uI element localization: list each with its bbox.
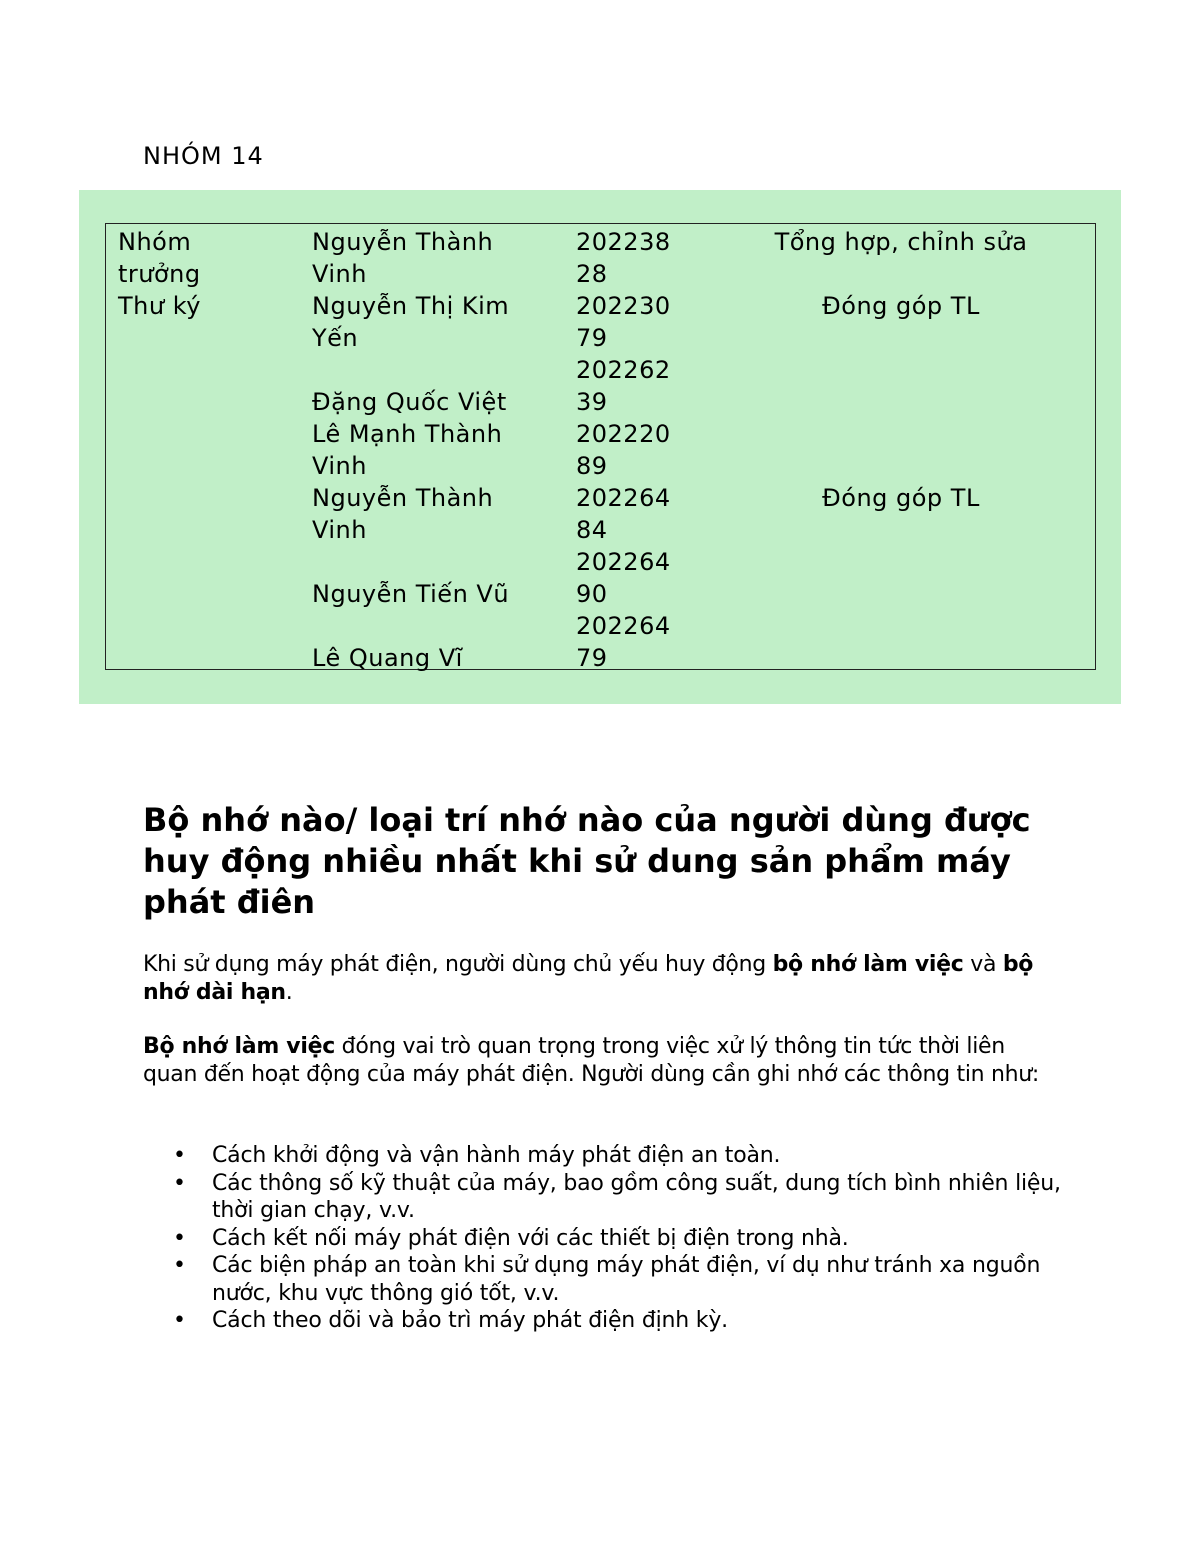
name-cell: [312, 482, 562, 546]
task-cell: [706, 290, 1096, 354]
task-text: Đóng góp TL: [822, 484, 980, 512]
role-text: Nhóm: [118, 228, 192, 256]
student-id-text: 39: [576, 388, 608, 416]
name-cell: [312, 546, 562, 610]
bold-term: Bộ nhớ làm việc: [143, 1034, 335, 1059]
name-text: Nguyễn Thị Kim: [312, 292, 510, 320]
bold-term: bộ nhớ dài hạn: [143, 952, 1034, 1005]
paragraph-text: và: [963, 952, 1003, 977]
student-id-cell: [576, 546, 696, 610]
name-text: [312, 546, 562, 578]
task-text: [706, 514, 1096, 546]
student-id-text: 202220: [576, 420, 671, 448]
student-id-cell: [576, 610, 696, 674]
task-text: [706, 386, 1096, 418]
role-text: trưởng: [118, 260, 201, 288]
name-cell: [312, 226, 562, 290]
student-id-text: 202264: [576, 612, 671, 640]
student-id-cell: [576, 482, 696, 546]
student-id-text: 79: [576, 644, 608, 672]
member-table: [105, 223, 1096, 670]
list-item: • Các thông số kỹ thuật của máy, bao gồm công suất, dung tích bình nhiên liệu, thời gian chạy, v.v.: [143, 1170, 1063, 1225]
name-text: Lê Quang Vĩ: [312, 644, 463, 672]
name-text: Vinh: [312, 260, 367, 288]
name-cell: [312, 610, 562, 674]
name-text: [312, 354, 562, 386]
info-list: [143, 1142, 1063, 1335]
name-text: Nguyễn Thành: [312, 228, 494, 256]
task-cell: [706, 226, 1096, 290]
name-cell: [312, 418, 562, 482]
name-text: Đặng Quốc Việt: [312, 388, 507, 416]
name-column: [312, 226, 562, 674]
student-id-cell: [576, 226, 696, 290]
intro-paragraph: [143, 951, 1063, 1007]
student-id-text: 28: [576, 260, 608, 288]
task-cell: [706, 418, 1096, 482]
list-item: • Cách kết nối máy phát điện với các thiết bị điện trong nhà.: [143, 1225, 1063, 1253]
student-id-text: 202238: [576, 228, 671, 256]
name-text: Yến: [312, 324, 359, 352]
task-column: [706, 226, 1096, 546]
student-id-text: 202264: [576, 548, 671, 576]
student-id-cell: [576, 354, 696, 418]
student-id-cell: [576, 418, 696, 482]
student-id-text: 90: [576, 580, 608, 608]
paragraph-text: Khi sử dụng máy phát điện, người dùng chủ yếu huy động: [143, 952, 773, 977]
role-cell: [118, 226, 298, 290]
name-text: Vinh: [312, 516, 367, 544]
list-item: • Cách khởi động và vận hành máy phát điện an toàn.: [143, 1142, 1063, 1170]
paragraph-text: đóng vai trò quan trọng trong việc xử lý thông tin tức thời liên quan đến hoạt động của máy phát điện. Người dùng cần ghi nhớ các thông tin như:: [143, 1034, 1040, 1087]
student-id-text: 202230: [576, 292, 671, 320]
paragraph-text: .: [285, 980, 293, 1005]
section-heading: Bộ nhớ nào/ loại trí nhớ nào của người dùng được huy động nhiều nhất khi sử dung sản phẩm máy phát điên: [143, 801, 1031, 921]
task-text: Tổng hợp, chỉnh sửa: [774, 228, 1028, 256]
student-id-text: 84: [576, 516, 608, 544]
name-text: [312, 610, 562, 642]
name-text: Vinh: [312, 452, 367, 480]
list-item: • Các biện pháp an toàn khi sử dụng máy phát điện, ví dụ như tránh xa nguồn nước, khu vực thông gió tốt, v.v.: [143, 1252, 1063, 1307]
bold-term: bộ nhớ làm việc: [772, 952, 964, 977]
student-id-text: 202262: [576, 356, 671, 384]
name-text: Lê Mạnh Thành: [312, 420, 503, 448]
student-id-text: 79: [576, 324, 608, 352]
name-text: Nguyễn Tiến Vũ: [312, 580, 510, 608]
role-text: Thư ký: [118, 292, 201, 320]
role-column: [118, 226, 298, 322]
name-text: Nguyễn Thành: [312, 484, 494, 512]
task-cell: [706, 482, 1096, 546]
working-memory-paragraph: [143, 1033, 1063, 1089]
group-title: NHÓM 14: [143, 142, 264, 170]
name-cell: [312, 354, 562, 418]
student-id-text: 89: [576, 452, 608, 480]
task-cell: [706, 354, 1096, 418]
list-item: • Cách theo dõi và bảo trì máy phát điện định kỳ.: [143, 1307, 1063, 1335]
task-text: Đóng góp TL: [822, 292, 980, 320]
student-id-column: [576, 226, 696, 674]
student-id-text: 202264: [576, 484, 671, 512]
task-text: [706, 418, 1096, 450]
task-text: [706, 322, 1096, 354]
task-text: [706, 258, 1096, 290]
role-cell: [118, 290, 298, 322]
task-text: [706, 354, 1096, 386]
task-text: [706, 450, 1096, 482]
name-cell: [312, 290, 562, 354]
student-id-cell: [576, 290, 696, 354]
